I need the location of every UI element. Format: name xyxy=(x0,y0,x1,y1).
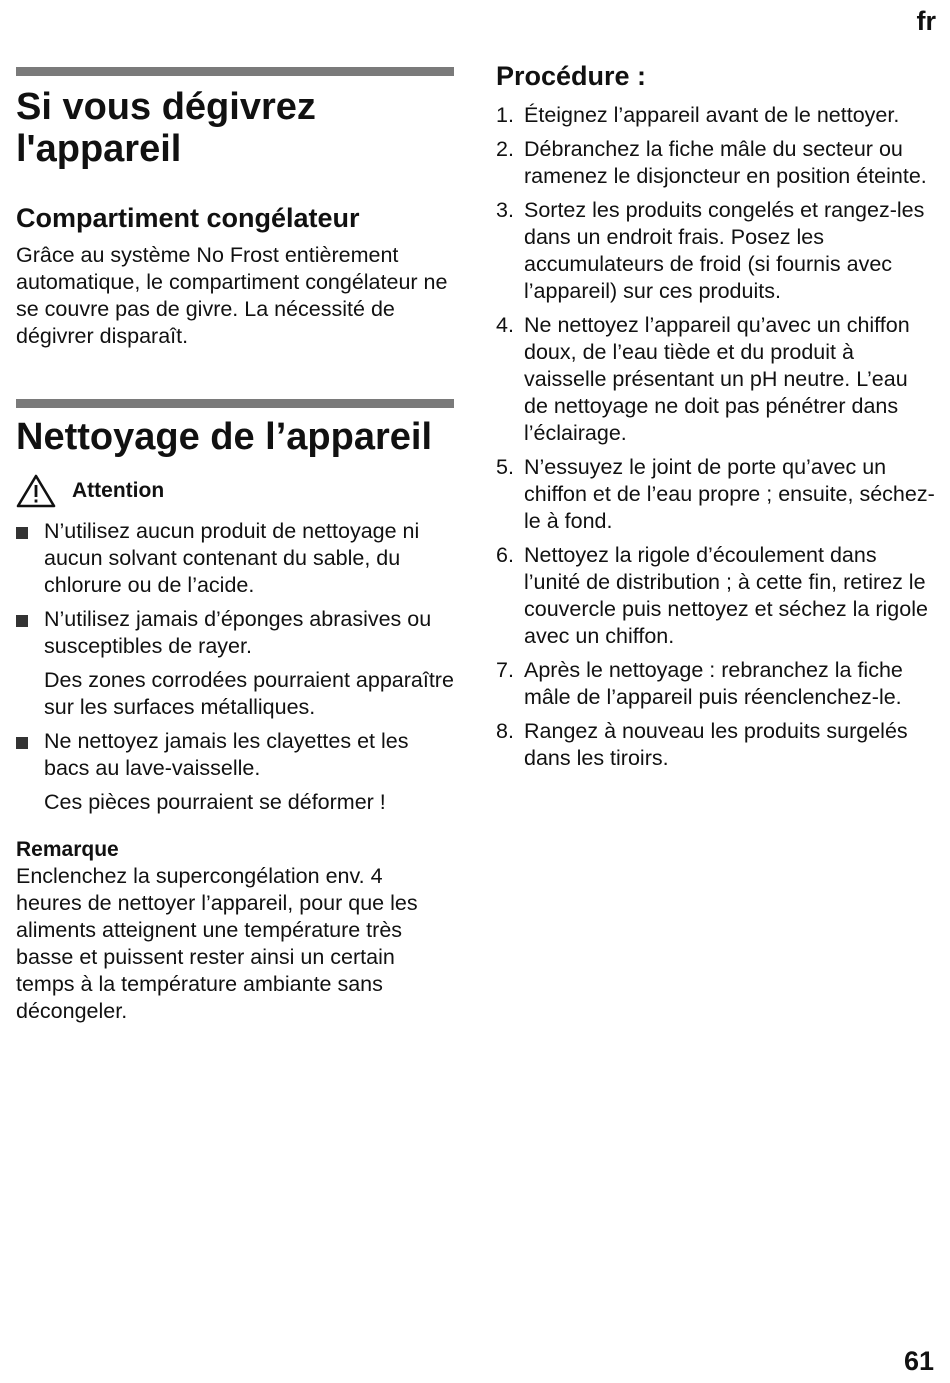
freezer-subtitle: Compartiment congélateur xyxy=(16,203,360,233)
list-item-text: N’utilisez aucun produit de nettoyage ni aucun solvant contenant du sable, du chlorure ou de l’acide. xyxy=(44,519,420,597)
section-divider xyxy=(16,67,454,76)
step-text: Nettoyez la rigole d’écoulement dans l’unité de distribution ; à cette fin, retirez le couvercle puis nettoyez et séchez la rigole avec un chiffon. xyxy=(524,543,928,648)
step-item xyxy=(496,102,936,129)
page-number: 61 xyxy=(903,1346,934,1376)
step-item xyxy=(496,542,936,650)
step-number: 8. xyxy=(496,719,514,743)
defrost-title-line1: Si vous dégivrez xyxy=(16,86,316,128)
step-item xyxy=(496,454,936,535)
language-code: fr xyxy=(916,6,936,36)
list-item xyxy=(16,728,454,816)
step-text: Rangez à nouveau les produits surgelés dans les tiroirs. xyxy=(524,719,908,770)
step-text: Éteignez l’appareil avant de le nettoyer. xyxy=(524,103,900,127)
defrost-title xyxy=(16,86,454,170)
step-item xyxy=(496,657,936,711)
defrost-paragraph: Grâce au système No Frost entièrement automatique, le compartiment congélateur ne se couvre pas de givre. La nécessité de dégivrer disparaît. xyxy=(16,243,448,348)
step-text: Après le nettoyage : rebranchez la fiche mâle de l’appareil puis réenclenchez-le. xyxy=(524,658,903,709)
step-number: 3. xyxy=(496,198,514,222)
warning-triangle-icon xyxy=(16,474,56,508)
step-text: Ne nettoyez l’appareil qu’avec un chiffon doux, de l’eau tiède et du produit à vaisselle présentant un pH neutre. L’eau de nettoyage ne doit pas pénétrer dans l’éclairage. xyxy=(524,313,910,445)
list-item-note: Ces pièces pourraient se déformer ! xyxy=(44,790,386,814)
step-item xyxy=(496,312,936,447)
list-item-note: Des zones corrodées pourraient apparaître sur les surfaces métalliques. xyxy=(44,668,454,719)
step-number: 2. xyxy=(496,137,514,161)
attention-heading xyxy=(16,474,454,508)
step-number: 1. xyxy=(496,103,514,127)
right-column xyxy=(496,0,936,779)
step-number: 4. xyxy=(496,313,514,337)
step-text: N’essuyez le joint de porte qu’avec un chiffon et de l’eau propre ; ensuite, séchez-le à fond. xyxy=(524,455,935,533)
step-text: Débranchez la fiche mâle du secteur ou ramenez le disjoncteur en position éteinte. xyxy=(524,137,927,188)
procedure-title: Procédure : xyxy=(496,61,647,91)
procedure-steps xyxy=(496,102,936,772)
list-item xyxy=(16,518,454,599)
defrost-title-line2: l'appareil xyxy=(16,128,182,170)
attention-label: Attention xyxy=(72,479,165,502)
square-bullet-icon xyxy=(16,737,28,749)
step-item xyxy=(496,197,936,305)
remark-paragraph: Enclenchez la supercongélation env. 4 heures de nettoyer l’appareil, pour que les aliments atteignent une température très basse et puissent rester ainsi un certain temps à la température ambiante sans décongeler. xyxy=(16,864,418,1023)
warning-list xyxy=(16,518,454,816)
remark-title: Remarque xyxy=(16,838,119,861)
square-bullet-icon xyxy=(16,615,28,627)
list-item-text: N’utilisez jamais d’éponges abrasives ou susceptibles de rayer. xyxy=(44,607,432,658)
step-item xyxy=(496,718,936,772)
step-number: 5. xyxy=(496,455,514,479)
list-item-text: Ne nettoyez jamais les clayettes et les bacs au lave-vaisselle. xyxy=(44,729,409,780)
step-number: 7. xyxy=(496,658,514,682)
step-number: 6. xyxy=(496,543,514,567)
list-item xyxy=(16,606,454,721)
step-item xyxy=(496,136,936,190)
step-text: Sortez les produits congelés et rangez-les dans un endroit frais. Posez les accumulateurs de froid (si fournis avec l’appareil) sur ces produits. xyxy=(524,198,925,303)
cleaning-title: Nettoyage de l’appareil xyxy=(16,416,433,458)
square-bullet-icon xyxy=(16,527,28,539)
section-divider xyxy=(16,399,454,408)
left-column xyxy=(16,0,454,1025)
